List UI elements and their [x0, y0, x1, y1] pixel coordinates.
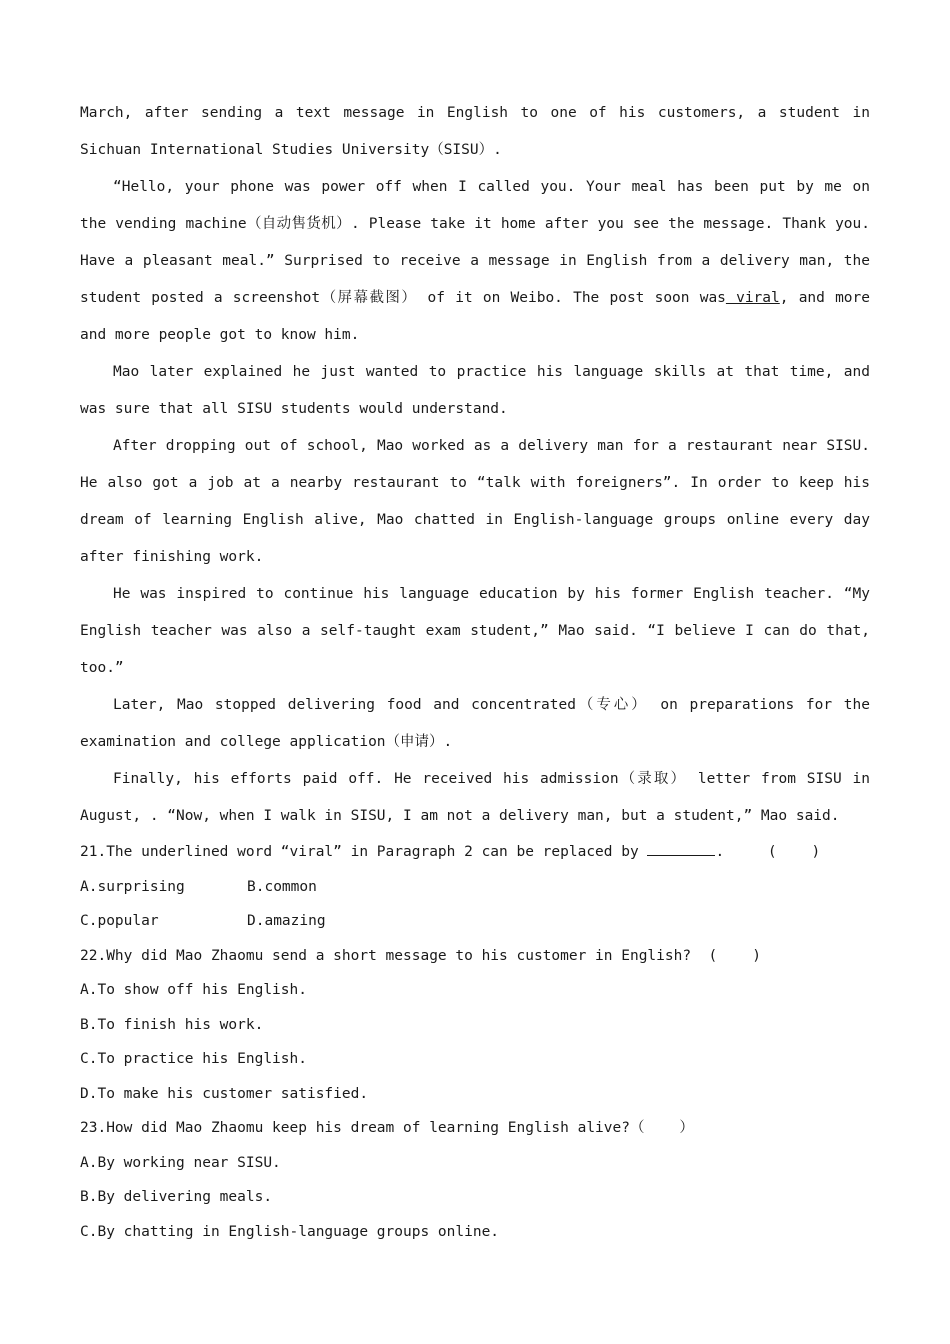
question-21-stem [80, 835, 870, 870]
option-c: C.By chatting in English-language groups online. [80, 1223, 500, 1240]
option-a: A.surprising [80, 878, 185, 895]
question-21-options-row-1 [80, 870, 870, 905]
passage-paragraph-7: Finally, his efforts paid off. He received his admission（录取） letter from SISU in August, . “Now, when I walk in SISU, I am not a delivery man, but a student,” Mao said. [80, 771, 870, 824]
question-23 [80, 1111, 870, 1249]
paragraph-2-text-end: , and more and more people got to know him. [80, 290, 870, 343]
passage-paragraph-1: March, after sending a text message in English to one of his customers, a student in Sichuan International Studies University（SISU）. [80, 105, 870, 158]
option-a: A.By working near SISU. [80, 1154, 281, 1171]
option-c: C.To practice his English. [80, 1051, 307, 1067]
option-a: A.To show off his English. [80, 982, 307, 998]
option-c: C.popular [80, 913, 159, 929]
question-22-stem: 22.Why did Mao Zhaomu send a short message to his customer in English? ( ) [80, 947, 761, 964]
passage-paragraph-6: Later, Mao stopped delivering food and concentrated（专心） on preparations for the examination and college application（申请）. [80, 697, 870, 750]
question-21-stem-text: 21.The underlined word “viral” in Paragraph 2 can be replaced by [80, 844, 648, 860]
passage-paragraph-5: He was inspired to continue his language education by his former English teacher. “My English teacher was also a self-taught exam student,” Mao said. “I believe I can do that, too.” [80, 586, 870, 676]
answer-blank [647, 843, 715, 856]
option-d: D.amazing [247, 913, 326, 929]
paragraph-2-text-start: “Hello, your phone was power off when I called you. Your meal has been put by me on the vending machine（自动售货机）. Please take it home after you see the message. Thank you. Have a pleasant meal.” Surprised to receive a message in English from a delivery man, the student posted a screenshot（屏幕截图） of it on Weibo. The post soon was [80, 179, 870, 306]
question-21-answer-bracket: . ( ) [715, 844, 821, 860]
passage-paragraph-3: Mao later explained he just wanted to practice his language skills at that time, and was sure that all SISU students would understand. [80, 364, 870, 417]
option-b: B.common [247, 878, 317, 895]
question-22 [80, 939, 870, 1112]
question-23-stem: 23.How did Mao Zhaomu keep his dream of learning English alive?（ ） [80, 1120, 694, 1136]
underlined-word-viral: viral [725, 290, 780, 306]
option-b: B.By delivering meals. [80, 1189, 273, 1205]
passage-paragraph-2 [80, 169, 870, 354]
question-21-options-row-2 [80, 904, 870, 939]
passage-paragraph-4: After dropping out of school, Mao worked as a delivery man for a restaurant near SISU. He also got a job at a nearby restaurant to “talk with foreigners”. In order to keep his dream of learning English alive, Mao chatted in English-language groups online every day after finishing work. [80, 438, 870, 565]
option-d: D.To make his customer satisfied. [80, 1085, 369, 1102]
option-b: B.To finish his work. [80, 1016, 264, 1033]
document-page [80, 95, 870, 1249]
question-21 [80, 835, 870, 939]
